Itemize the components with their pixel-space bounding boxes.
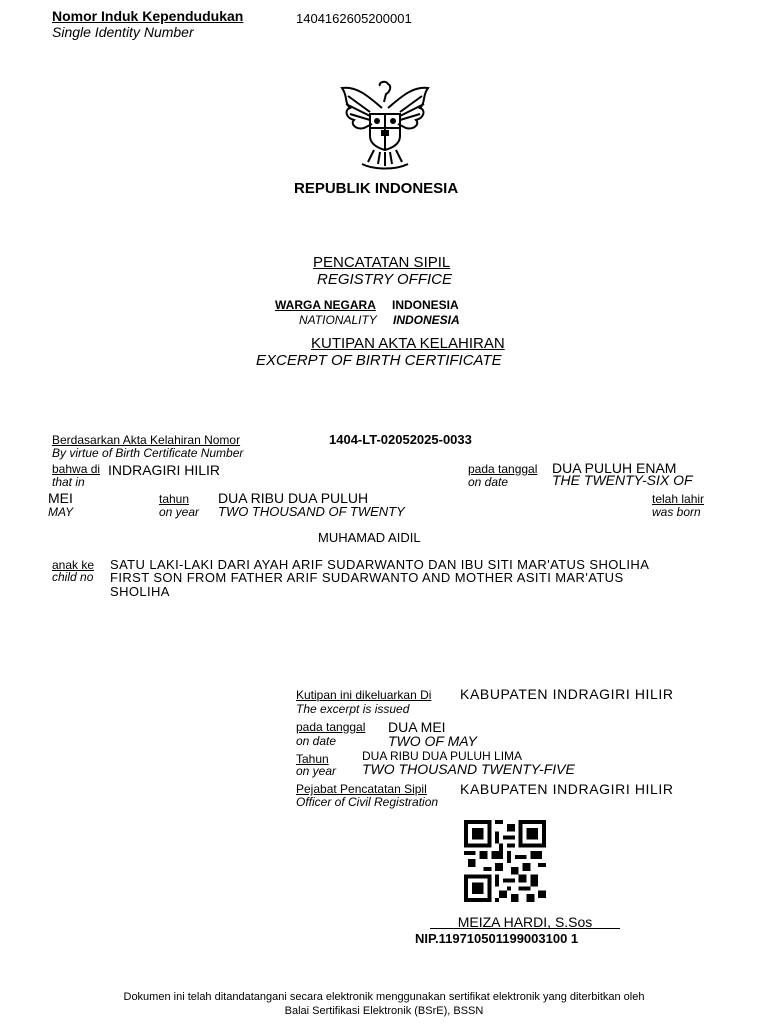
year-value-en: TWO THOUSAND OF TWENTY [218, 504, 405, 519]
document-title-en: EXCERPT OF BIRTH CERTIFICATE [256, 352, 502, 369]
month-value: MEI [48, 490, 73, 506]
issued-label: Kutipan ini dikeluarkan Di [296, 688, 432, 702]
child-description: SATU LAKI-LAKI DARI AYAH ARIF SUDARWANTO DAN IBU SITI MAR'ATUS SHOLIHA [110, 557, 650, 572]
signatory-nip: NIP.119710501199003100 1 [415, 931, 579, 946]
footer-line-2: Balai Sertifikasi Elektronik (BSrE), BSSN [284, 1005, 484, 1017]
signature-line [430, 928, 620, 929]
place-value: INDRAGIRI HILIR [108, 462, 221, 478]
child-description-en-2: SHOLIHA [110, 584, 170, 599]
place-label: bahwa di [52, 462, 101, 476]
child-description-en-1: FIRST SON FROM FATHER ARIF SUDARWANTO AND MOTHER ASITI MAR'ATUS [110, 570, 624, 585]
issued-date-value-en: TWO OF MAY [388, 733, 477, 749]
place-label-en: that in [52, 475, 85, 489]
officer-label: Pejabat Pencatatan Sipil [296, 782, 427, 796]
issued-year-label: Tahun [296, 752, 329, 766]
day-value-en: THE TWENTY-SIX OF [552, 472, 693, 488]
nationality-value: INDONESIA [392, 298, 459, 312]
nationality-label: WARGA NEGARA [275, 298, 376, 312]
born-label: telah lahir [652, 492, 705, 506]
issued-year-label-en: on year [296, 764, 337, 778]
issued-year-value: DUA RIBU DUA PULUH LIMA [362, 749, 523, 763]
signatory-name: MEIZA HARDI, S.Sos [457, 914, 593, 930]
date-label: pada tanggal [468, 462, 538, 476]
issued-place-value: KABUPATEN INDRAGIRI HILIR [460, 686, 674, 702]
office-title-en: REGISTRY OFFICE [317, 271, 453, 288]
republic-title: REPUBLIK INDONESIA [294, 180, 459, 197]
officer-value: KABUPATEN INDRAGIRI HILIR [460, 781, 674, 797]
year-value: DUA RIBU DUA PULUH [218, 490, 369, 506]
issued-date-value: DUA MEI [388, 719, 446, 735]
born-label-en: was born [652, 505, 701, 519]
child-label-en: child no [52, 570, 94, 584]
child-label: anak ke [52, 558, 95, 572]
qr-code-icon [464, 820, 546, 902]
year-label: tahun [159, 492, 190, 506]
issued-date-label-en: on date [296, 734, 337, 748]
certificate-number: 1404-LT-02052025-0033 [329, 432, 472, 447]
issued-label-en: The excerpt is issued [296, 702, 410, 716]
issued-year-value-en: TWO THOUSAND TWENTY-FIVE [362, 761, 575, 777]
nik-label: Nomor Induk Kependudukan [52, 8, 244, 24]
office-title: PENCATATAN SIPIL [313, 254, 451, 271]
month-value-en: MAY [48, 505, 74, 519]
nik-label-en: Single Identity Number [52, 24, 194, 40]
footer-line-1: Dokumen ini telah ditandatangani secara elektronik menggunakan sertifikat elektronik yang diterbitkan oleh [123, 991, 645, 1003]
nationality-label-en: NATIONALITY [299, 313, 377, 327]
day-value: DUA PULUH ENAM [552, 460, 677, 476]
officer-label-en: Officer of Civil Registration [296, 795, 439, 809]
year-label-en: on year [159, 505, 200, 519]
basis-label-en: By virtue of Birth Certificate Number [52, 446, 244, 460]
date-label-en: on date [468, 475, 509, 489]
nik-value: 1404162605200001 [296, 11, 412, 26]
basis-label: Berdasarkan Akta Kelahiran Nomor [52, 433, 241, 447]
document-title: KUTIPAN AKTA KELAHIRAN [311, 335, 505, 352]
issued-date-label: pada tanggal [296, 720, 366, 734]
nationality-value-en: INDONESIA [393, 313, 460, 327]
child-name: MUHAMAD AIDIL [318, 530, 421, 545]
garuda-emblem-icon [330, 78, 440, 178]
